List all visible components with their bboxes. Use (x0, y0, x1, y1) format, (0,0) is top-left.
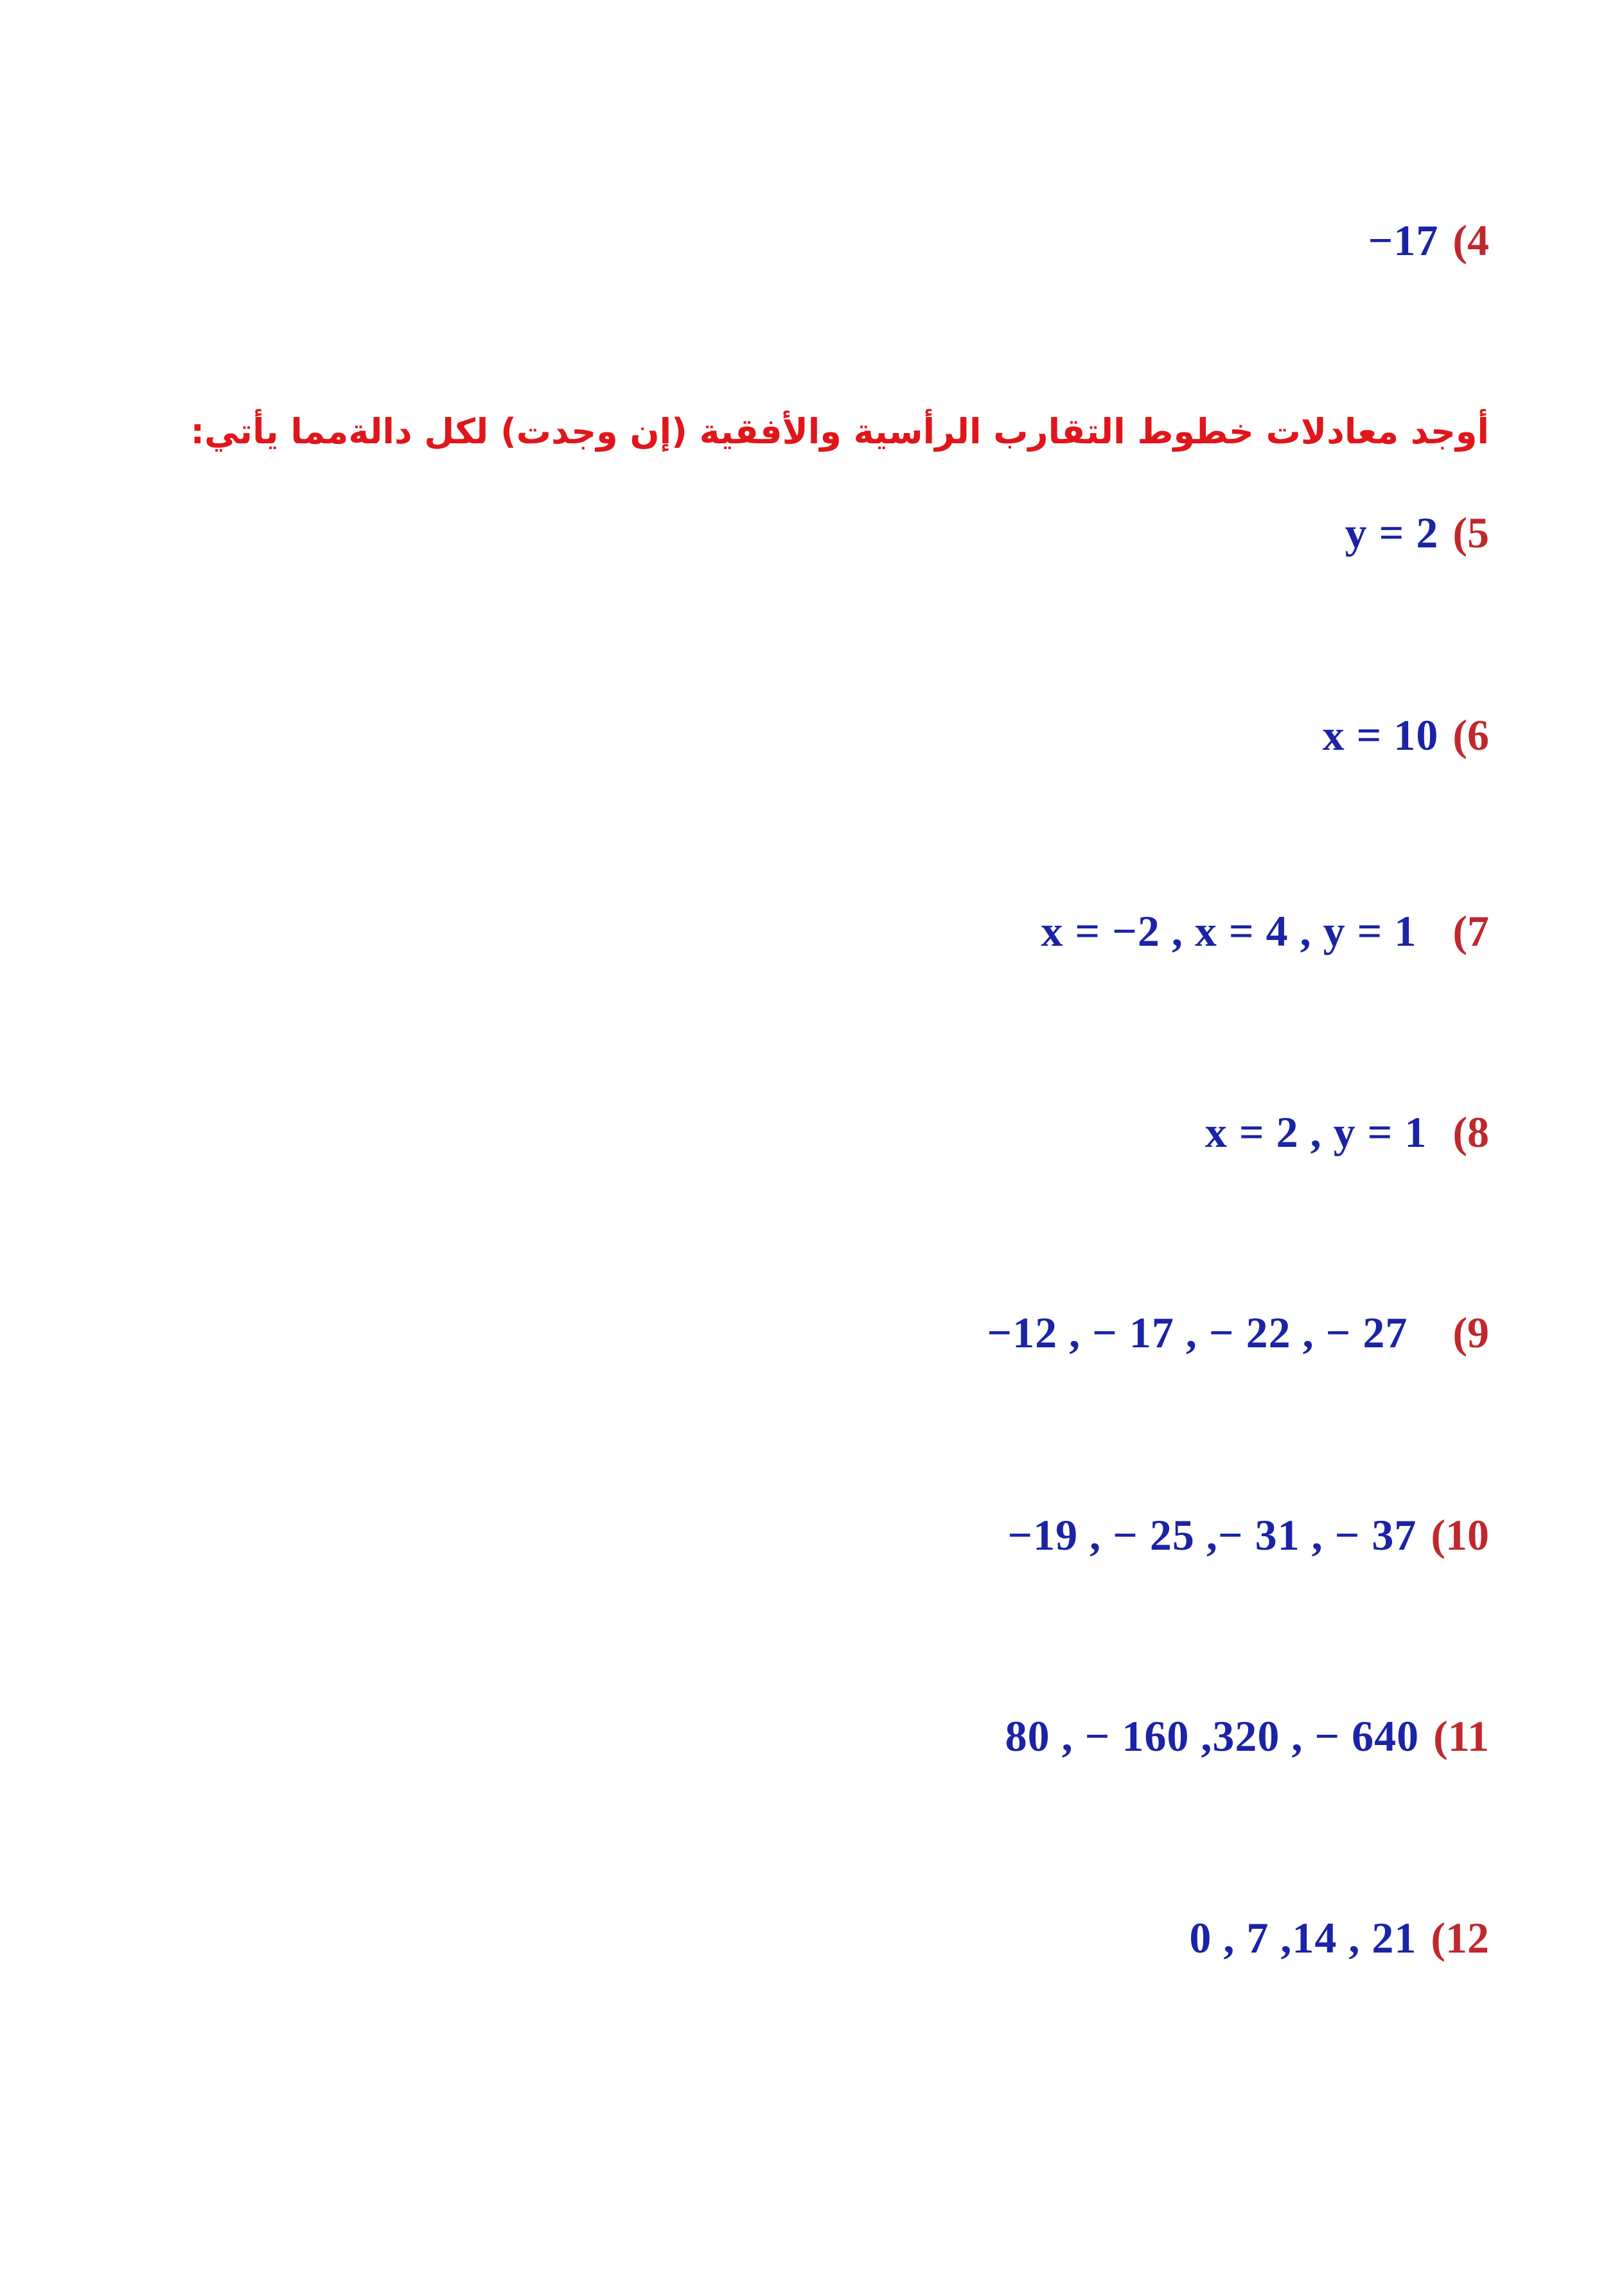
item-8-number: (8 (1452, 1108, 1489, 1156)
item-8-answer: x = 2 , y = 1 (1205, 1108, 1427, 1156)
item-9-answer: −12 , − 17 , − 22 , − 27 (987, 1308, 1408, 1357)
item-5-number: (5 (1452, 508, 1489, 557)
item-11-answer: 80 , − 160 ,320 , − 640 (1005, 1712, 1420, 1760)
item-4-answer: −17 (1368, 216, 1439, 265)
item-10-number: (10 (1431, 1511, 1489, 1559)
section-heading: أوجد معادلات خطوط التقارب الرأسية والأفقية (إن وجدت) لكل دالةمما يأتي: (190, 411, 1489, 452)
item-4 (1368, 216, 1489, 265)
item-4-number: (4 (1452, 216, 1489, 265)
item-11 (1005, 1714, 1489, 1758)
item-12 (1189, 1913, 1489, 1962)
item-9 (987, 1308, 1489, 1357)
item-7 (1041, 909, 1489, 953)
item-12-number: (12 (1431, 1913, 1489, 1962)
item-5 (1345, 508, 1489, 557)
item-6-number: (6 (1452, 711, 1489, 759)
item-7-number: (7 (1452, 907, 1489, 955)
item-8 (1205, 1110, 1489, 1154)
item-5-answer: y = 2 (1345, 508, 1439, 557)
item-10-answer: −19 , − 25 ,− 31 , − 37 (1007, 1511, 1417, 1559)
item-9-number: (9 (1452, 1308, 1489, 1357)
item-6-answer: x = 10 (1322, 711, 1439, 759)
item-6 (1323, 713, 1489, 757)
item-12-answer: 0 , 7 ,14 , 21 (1189, 1913, 1417, 1962)
item-7-answer: x = −2 , x = 4 , y = 1 (1041, 907, 1417, 955)
item-10 (1007, 1513, 1489, 1557)
item-11-number: (11 (1433, 1712, 1489, 1760)
